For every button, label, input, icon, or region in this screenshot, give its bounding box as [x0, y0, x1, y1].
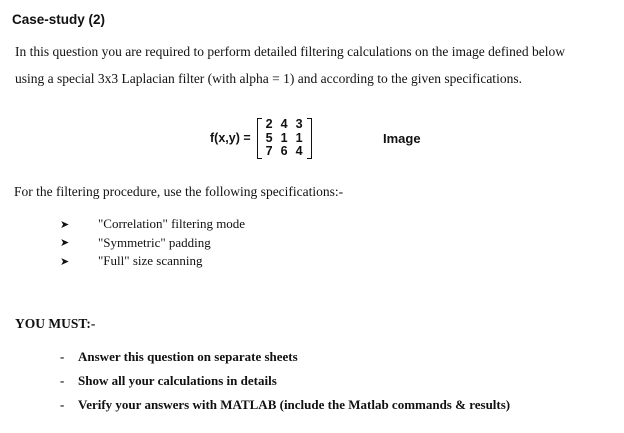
- dash-bullet: -: [60, 349, 65, 364]
- matrix-cell: 4: [280, 117, 288, 131]
- list-item: [60, 252, 245, 271]
- arrow-bullet-icon: ➤: [60, 254, 70, 268]
- list-item: [60, 345, 510, 369]
- spec-item: "Correlation" filtering mode: [98, 216, 246, 232]
- matrix-row: [262, 145, 307, 159]
- requirement-item: Answer this question on separate sheets: [78, 349, 298, 364]
- matrix-cell: 4: [295, 144, 303, 158]
- specifications-intro: For the filtering procedure, use the following specifications:-: [14, 184, 344, 199]
- matrix-row: [262, 118, 307, 132]
- arrow-bullet-icon: ➤: [60, 217, 70, 231]
- list-item: [60, 234, 245, 253]
- image-matrix-equation: [210, 118, 312, 159]
- matrix-cell: 2: [265, 117, 273, 131]
- image-caption: Image: [383, 131, 421, 146]
- intro-line-1: In this question you are required to perform detailed filtering calculations on the image defined below: [15, 44, 565, 59]
- specifications-list: [60, 215, 245, 271]
- dash-bullet: -: [60, 373, 65, 388]
- arrow-bullet-icon: ➤: [60, 236, 70, 250]
- question-intro: [15, 38, 615, 92]
- intro-line-2: using a special 3x3 Laplacian filter (with alpha = 1) and according to the given specifications.: [15, 71, 522, 86]
- matrix-cell: 3: [295, 117, 303, 131]
- requirement-item: Verify your answers with MATLAB (include the Matlab commands & results): [78, 397, 511, 412]
- matrix-cell: 6: [280, 144, 288, 158]
- list-item: [60, 215, 245, 234]
- spec-item: "Full" size scanning: [98, 253, 203, 269]
- image-matrix: [257, 118, 312, 159]
- spec-item: "Symmetric" padding: [98, 234, 211, 250]
- matrix-cell: 1: [280, 130, 288, 145]
- matrix-row: [262, 132, 307, 146]
- case-study-title: Case-study (2): [12, 12, 106, 27]
- list-item: [60, 369, 510, 393]
- list-item: [60, 393, 510, 417]
- matrix-cell: 1: [295, 130, 303, 145]
- matrix-label: f(x,y) =: [210, 131, 251, 146]
- requirement-item: Show all your calculations in details: [78, 373, 277, 388]
- requirements-list: [60, 345, 510, 417]
- matrix-cell: 5: [265, 130, 273, 145]
- matrix-cell: 7: [265, 144, 273, 158]
- you-must-heading: YOU MUST:-: [15, 316, 96, 331]
- dash-bullet: -: [60, 397, 65, 412]
